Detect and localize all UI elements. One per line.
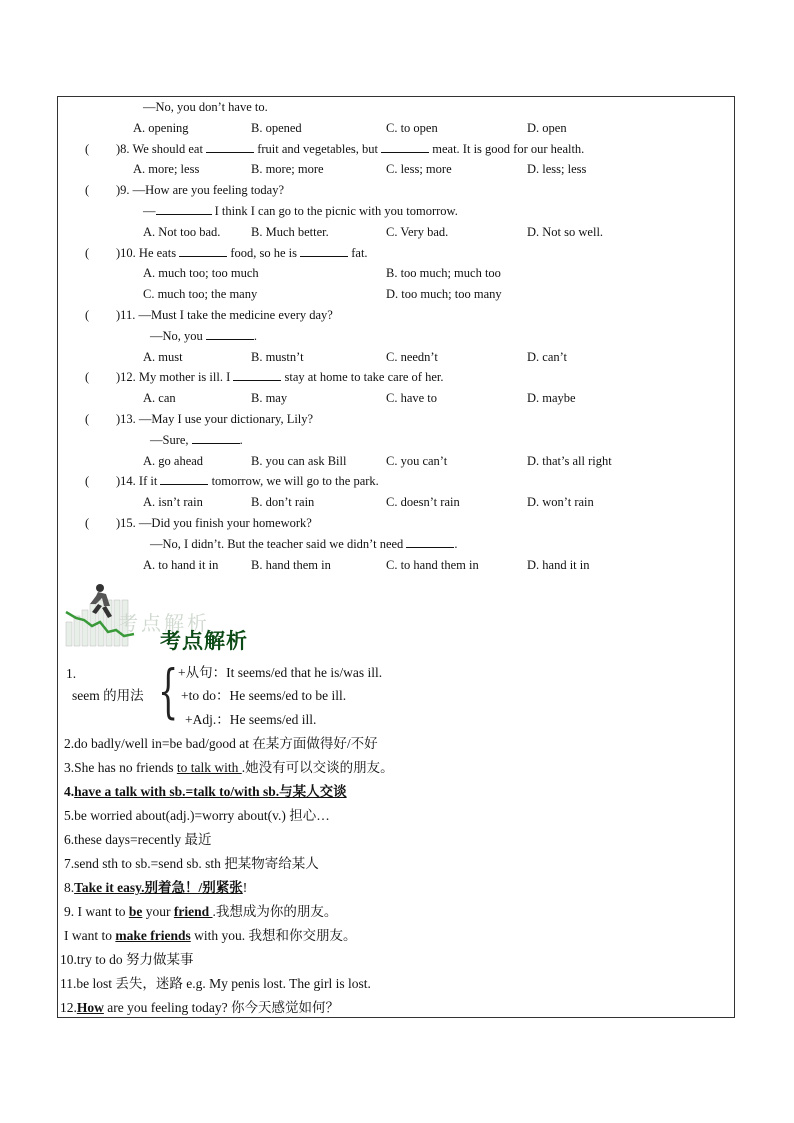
q15-stem: )15. —Did you finish your homework? [116, 516, 312, 530]
section-title: 考点解析 [160, 629, 248, 653]
q8-option-a: A. more; less [133, 162, 200, 176]
point-1-clause: +从句：It seems/ed that he is/was ill. [178, 665, 383, 680]
q9-paren: ( [85, 183, 90, 197]
q12-option-a: A. can [143, 391, 176, 405]
q14-paren: ( [85, 474, 90, 488]
q11-stem: )11. —Must I take the medicine every day? [116, 308, 333, 322]
q11-option-d: D. can’t [527, 350, 568, 364]
q8-option-c: C. less; more [386, 162, 452, 176]
q13-option-b: B. you can ask Bill [251, 454, 347, 468]
q10-stem: )10. He eats food, so he is fat. [116, 246, 368, 260]
point-6: 6.these days=recently 最近 [64, 832, 212, 847]
q7-option-b: B. opened [251, 121, 302, 135]
q9-option-d: D. Not so well. [527, 225, 604, 239]
q10-option-d: D. too much; too many [386, 287, 502, 301]
q11-option-b: B. mustn’t [251, 350, 304, 364]
q12-option-d: D. maybe [527, 391, 576, 405]
q15-option-a: A. to hand it in [143, 558, 219, 572]
q9-stem: )9. —How are you feeling today? [116, 183, 285, 197]
q13-stem: )13. —May I use your dictionary, Lily? [116, 412, 314, 426]
point-4: 4.have a talk with sb.=talk to/with sb.与某人交谈 [64, 784, 347, 799]
q9-option-a: A. Not too bad. [143, 225, 221, 239]
q13-option-d: D. that’s all right [527, 454, 612, 468]
q12-option-b: B. may [251, 391, 288, 405]
q13-paren: ( [85, 412, 90, 426]
q12-stem: )12. My mother is ill. I stay at home to take care of her. [116, 370, 444, 384]
q10-option-c: C. much too; the many [143, 287, 258, 301]
q10-option-b: B. too much; much too [386, 266, 501, 280]
point-10: 10.try to do 努力做某事 [60, 952, 194, 967]
q7-reply: —No, you don’t have to. [143, 100, 268, 114]
q11-option-a: A. must [143, 350, 183, 364]
q14-option-c: C. doesn’t rain [386, 495, 460, 509]
point-3: 3.She has no friends to talk with .她没有可以交谈的朋友。 [64, 760, 394, 775]
q10-option-a: A. much too; too much [143, 266, 259, 280]
brace-symbol: { [158, 657, 179, 725]
q7-option-a: A. opening [133, 121, 189, 135]
point-1-label: seem 的用法 [72, 688, 144, 703]
q15-option-c: C. to hand them in [386, 558, 479, 572]
q14-option-d: D. won’t rain [527, 495, 594, 509]
point-1-number: 1. [66, 666, 77, 681]
q11-paren: ( [85, 308, 90, 322]
q13-option-a: A. go ahead [143, 454, 204, 468]
q13-option-c: C. you can’t [386, 454, 448, 468]
q7-option-d: D. open [527, 121, 567, 135]
q14-option-a: A. isn’t rain [143, 495, 203, 509]
q9-option-b: B. Much better. [251, 225, 329, 239]
q8-paren: ( [85, 142, 90, 156]
q11-option-c: C. needn’t [386, 350, 438, 364]
q9-option-c: C. Very bad. [386, 225, 449, 239]
point-11: 11.be lost 丢失，迷路 e.g. My penis lost. The girl is lost. [60, 976, 371, 991]
point-2: 2.do badly/well in=be bad/good at 在某方面做得好/不好 [64, 736, 378, 751]
point-5: 5.be worried about(adj.)=worry about(v.) 担心… [64, 808, 330, 823]
point-1-todo: +to do：He seems/ed to be ill. [181, 688, 347, 703]
q8-option-d: D. less; less [527, 162, 587, 176]
q11-reply: —No, you . [150, 329, 258, 343]
q15-option-b: B. hand them in [251, 558, 331, 572]
q8-stem: )8. We should eat fruit and vegetables, but meat. It is good for our health. [116, 142, 585, 156]
point-9: 9. I want to be your friend .我想成为你的朋友。 [64, 904, 338, 919]
q9-reply: — I think I can go to the picnic with you tomorrow. [143, 204, 458, 218]
point-1-adj: +Adj.：He seems/ed ill. [185, 712, 317, 727]
q15-option-d: D. hand it in [527, 558, 590, 572]
point-9-b: I want to make friends with you. 我想和你交朋友。 [64, 928, 357, 943]
section-title-shadow: 考点解析 [118, 611, 210, 635]
point-7: 7.send sth to sb.=send sb. sth 把某物寄给某人 [64, 856, 319, 871]
point-12: 12.How are you feeling today? 你今天感觉如何？ [60, 1000, 339, 1015]
point-8: 8.Take it easy.别着急！/别紧张! [64, 880, 248, 895]
q12-option-c: C. have to [386, 391, 438, 405]
q14-stem: )14. If it tomorrow, we will go to the park. [116, 474, 379, 488]
q12-paren: ( [85, 370, 90, 384]
q15-reply: —No, I didn’t. But the teacher said we didn’t need . [150, 537, 458, 551]
q13-reply: —Sure, . [150, 433, 243, 447]
q10-paren: ( [85, 246, 90, 260]
q7-option-c: C. to open [386, 121, 438, 135]
q14-option-b: B. don’t rain [251, 495, 315, 509]
q15-paren: ( [85, 516, 90, 530]
q8-option-b: B. more; more [251, 162, 324, 176]
